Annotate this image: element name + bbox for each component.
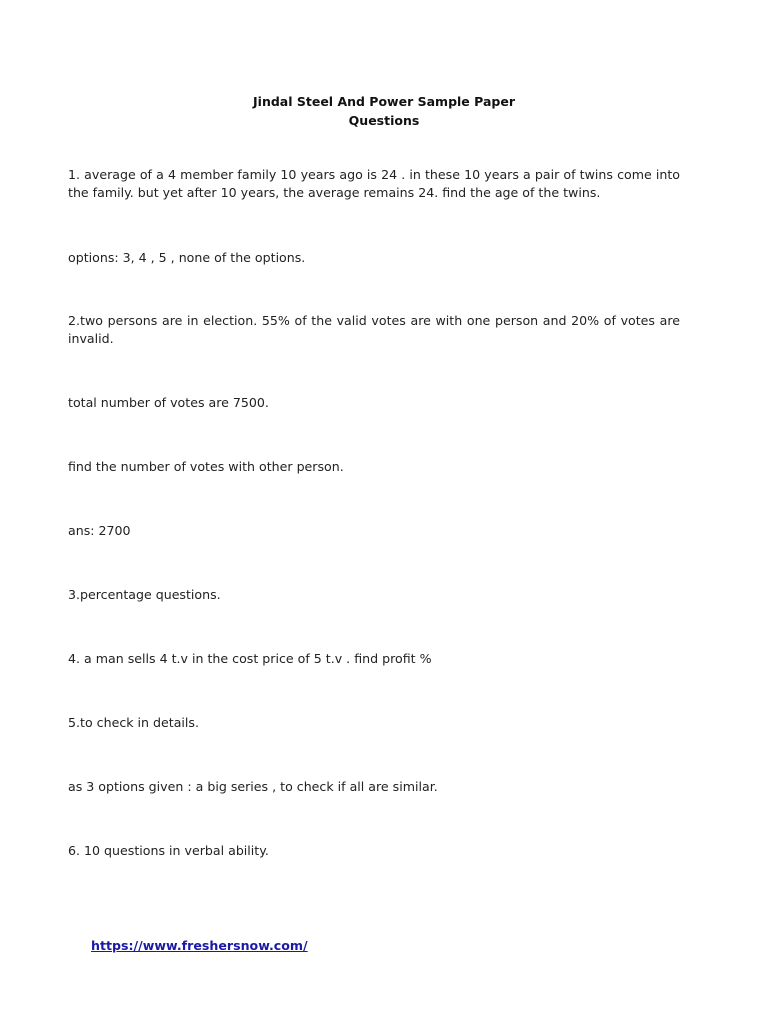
question-2-answer: ans: 2700 <box>68 523 131 538</box>
document-title: Jindal Steel And Power Sample Paper <box>253 94 515 109</box>
question-2-text: 2.two persons are in election. 55% of the valid votes are with one person and 20% of votes are invalid. <box>68 313 680 346</box>
question-5-text: 5.to check in details. <box>68 715 199 730</box>
question-1-options: options: 3, 4 , 5 , none of the options. <box>68 250 306 265</box>
question-2-prompt: find the number of votes with other person. <box>68 459 344 474</box>
document-subtitle: Questions <box>348 113 420 128</box>
question-1-text: 1. average of a 4 member family 10 years ago is 24 . in these 10 years a pair of twins come into the family. but yet after 10 years, the average remains 24. find the age of the twins. <box>68 167 680 200</box>
footer-link[interactable]: https://www.freshersnow.com/ <box>91 938 308 953</box>
question-6-text: 6. 10 questions in verbal ability. <box>68 843 269 858</box>
question-3-text: 3.percentage questions. <box>68 587 221 602</box>
question-4-text: 4. a man sells 4 t.v in the cost price of 5 t.v . find profit % <box>68 651 432 666</box>
question-2-total-votes: total number of votes are 7500. <box>68 395 269 410</box>
question-5-note: as 3 options given : a big series , to check if all are similar. <box>68 779 438 794</box>
